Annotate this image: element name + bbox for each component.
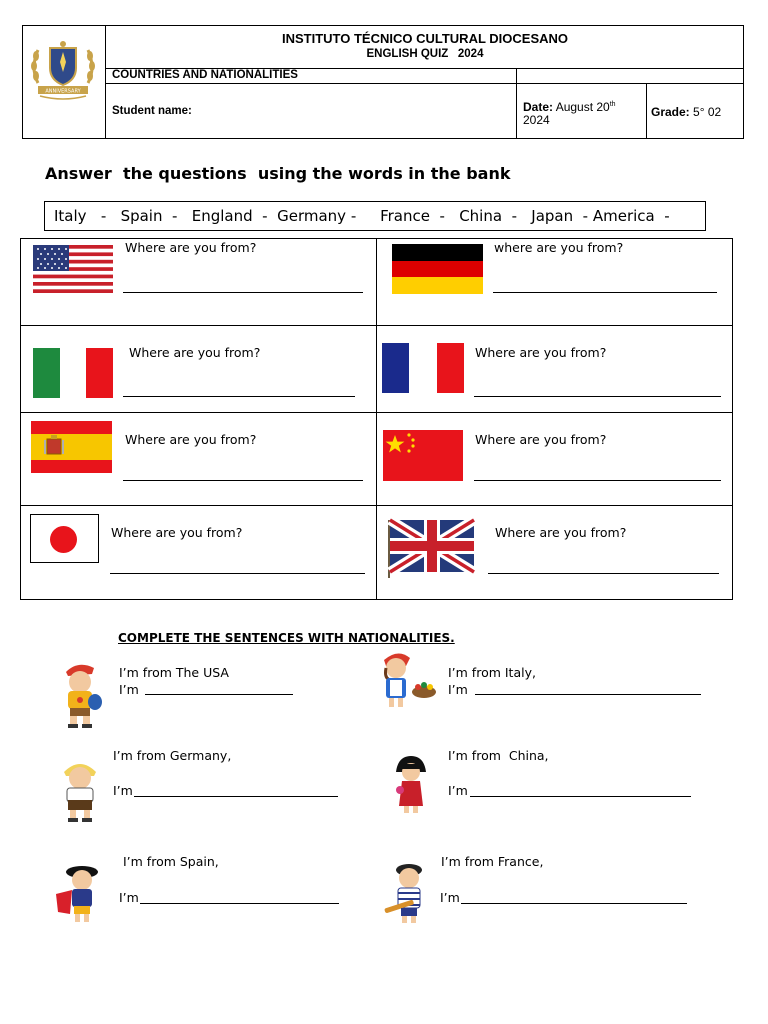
- grade-field: [651, 105, 721, 119]
- sentence-line2: I’m: [113, 783, 133, 798]
- question-text: Where are you from?: [111, 525, 243, 540]
- question-text: Where are you from?: [475, 345, 607, 360]
- answer-line[interactable]: [493, 292, 717, 293]
- sentence-line1: I’m from The USA: [119, 665, 229, 680]
- word-bank: Italy - Spain - England - Germany - France - China - Japan - America -: [44, 201, 706, 231]
- sentence-line2: I’m: [119, 682, 139, 697]
- answer-line[interactable]: [461, 903, 687, 904]
- answer-line[interactable]: [474, 396, 721, 397]
- answer-line[interactable]: [134, 796, 338, 797]
- sentence-line1: I’m from Germany,: [113, 748, 232, 763]
- answer-line[interactable]: [123, 480, 363, 481]
- answer-line[interactable]: [140, 903, 339, 904]
- question-text: Where are you from?: [129, 345, 261, 360]
- question-text: Where are you from?: [125, 240, 257, 255]
- section-title: COMPLETE THE SENTENCES WITH NATIONALITIES.: [118, 631, 455, 645]
- sentence-line1: I’m from Spain,: [123, 854, 219, 869]
- answer-line[interactable]: [110, 573, 365, 574]
- italy-flag: [33, 348, 113, 398]
- uk-flag: [386, 516, 476, 578]
- answer-line[interactable]: [470, 796, 691, 797]
- student-name-label: Student name:: [112, 105, 192, 117]
- sentence-line2: I’m: [440, 890, 460, 905]
- question-text: Where are you from?: [475, 432, 607, 447]
- sentence-line2: I’m: [448, 783, 468, 798]
- topic-label: COUNTRIES AND NATIONALITIES: [112, 69, 298, 81]
- germany-flag: [392, 244, 483, 294]
- date-suffix: th: [609, 101, 616, 108]
- answer-line[interactable]: [475, 694, 701, 695]
- spain-child-illustration: [54, 862, 106, 924]
- logo-banner-text: ANNIVERSARY: [45, 88, 81, 95]
- answer-line[interactable]: [145, 694, 293, 695]
- sentence-line1: I’m from France,: [441, 854, 544, 869]
- usa-child-illustration: [58, 660, 104, 728]
- grade-label: Grade:: [651, 105, 690, 119]
- spain-flag: [31, 421, 112, 473]
- date-year: 2024: [523, 113, 550, 127]
- france-flag: [382, 343, 464, 393]
- grade-value: 5° 02: [693, 105, 722, 119]
- answer-line[interactable]: [488, 573, 719, 574]
- china-flag: [383, 430, 463, 481]
- date-field: [523, 98, 616, 127]
- date-value: August 20: [555, 100, 610, 114]
- header-table: [22, 25, 744, 139]
- answer-line[interactable]: [474, 480, 721, 481]
- question-text: Where are you from?: [125, 432, 257, 447]
- france-child-illustration: [383, 860, 433, 926]
- date-label: Date:: [523, 100, 554, 114]
- quiz-title: ENGLISH QUIZ 2024: [366, 48, 484, 60]
- japan-flag: [30, 514, 99, 563]
- question-text: Where are you from?: [495, 525, 627, 540]
- germany-child-illustration: [58, 756, 102, 822]
- italy-child-illustration: [376, 650, 438, 710]
- sentence-line2: I’m: [119, 890, 139, 905]
- china-child-illustration: [390, 754, 432, 816]
- usa-flag: [33, 245, 113, 293]
- question-text: where are you from?: [494, 240, 624, 255]
- instructions-heading: Answer the questions using the words in the bank: [45, 164, 511, 183]
- sentence-line2: I’m: [448, 682, 468, 697]
- answer-line[interactable]: [123, 292, 363, 293]
- sentence-line1: I’m from China,: [448, 748, 549, 763]
- sentence-line1: I’m from Italy,: [448, 665, 536, 680]
- school-logo: [28, 38, 98, 104]
- answer-line[interactable]: [123, 396, 355, 397]
- school-name: INSTITUTO TÉCNICO CULTURAL DIOCESANO: [282, 31, 568, 46]
